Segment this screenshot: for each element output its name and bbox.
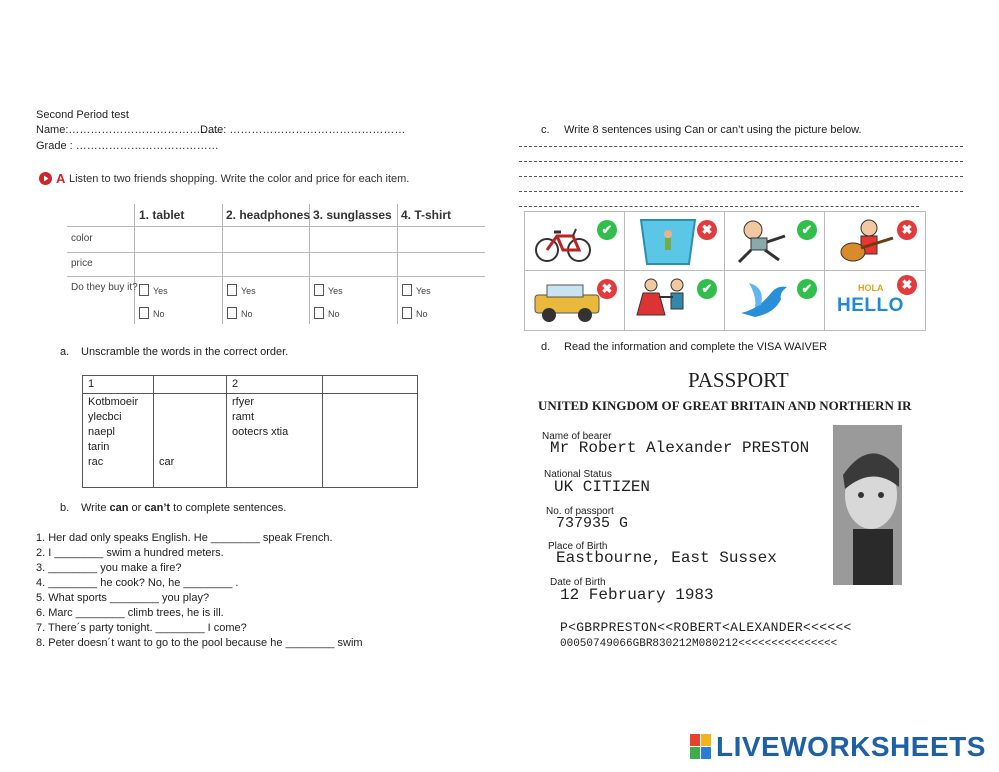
listening-table xyxy=(67,204,485,324)
bird-icon xyxy=(735,279,797,323)
tick-icon: ✔ xyxy=(797,279,817,299)
picture-dancing xyxy=(625,271,725,330)
picture-bicycle xyxy=(525,212,625,271)
tablet-yes-checkbox[interactable] xyxy=(139,284,149,296)
name-label: Name of bearer xyxy=(542,431,612,442)
mrz-line-2: 00050749066GBR830212M080212<<<<<<<<<<<<<<< xyxy=(560,638,838,650)
passport-number-value: 737935 G xyxy=(556,515,629,532)
bicycle-icon xyxy=(533,224,593,264)
yes-label: Yes xyxy=(416,286,431,296)
sentence-6[interactable]: 6. Marc ________ climb trees, he is ill. xyxy=(36,607,224,619)
cross-icon: ✖ xyxy=(897,275,917,295)
section-c-instruction: Write 8 sentences using Can or can’t using the picture below. xyxy=(564,124,862,136)
row-color: color xyxy=(71,233,93,244)
headphones-yes-checkbox[interactable] xyxy=(227,284,237,296)
no-label: No xyxy=(153,309,165,319)
passport-country: UNITED KINGDOM OF GREAT BRITAIN AND NORTHERN IR xyxy=(538,398,912,413)
passport-photo xyxy=(833,425,902,585)
sentence-1[interactable]: 1. Her dad only speaks English. He ________ speak French. xyxy=(36,532,333,544)
picture-car xyxy=(525,271,625,330)
picture-bird xyxy=(725,271,825,330)
writing-line-4[interactable] xyxy=(519,191,963,193)
sentence-list xyxy=(36,531,363,651)
scrambled-word: ylecbci xyxy=(88,411,122,423)
row-buy: Do they buy it? xyxy=(71,282,138,293)
scrambled-word: rac xyxy=(88,456,104,468)
picture-running-man xyxy=(725,212,825,271)
status-value: UK CITIZEN xyxy=(554,478,651,496)
unscramble-table xyxy=(82,375,418,488)
writing-line-5[interactable] xyxy=(519,206,919,208)
sentence-5[interactable]: 5. What sports ________ you play? xyxy=(36,592,210,604)
sentence-2[interactable]: 2. I ________ swim a hundred meters. xyxy=(36,547,224,559)
section-letter: A xyxy=(56,171,66,186)
no-label: No xyxy=(416,309,428,319)
column-headphones: 2. headphones xyxy=(226,208,311,222)
grade-field[interactable]: Grade : ………………………………… xyxy=(36,140,219,152)
birthplace-value: Eastbourne, East Sussex xyxy=(556,549,777,567)
tshirt-yes-checkbox[interactable] xyxy=(402,284,412,296)
birthplace-label: Place of Birth xyxy=(548,541,608,552)
head-1: 1 xyxy=(83,376,154,394)
cross-icon: ✖ xyxy=(597,279,617,299)
picture-hello xyxy=(825,271,925,330)
name-field[interactable]: Name:…………………………………… xyxy=(36,124,223,136)
tablet-no-checkbox[interactable] xyxy=(139,307,149,319)
cross-icon: ✖ xyxy=(697,220,717,240)
hola-text: HOLA xyxy=(858,283,884,293)
date-field[interactable]: Date: ………………………………………… xyxy=(200,124,406,136)
cross-icon: ✖ xyxy=(897,220,917,240)
column-tshirt: 4. T-shirt xyxy=(401,208,452,222)
sunglasses-yes-checkbox[interactable] xyxy=(314,284,324,296)
tshirt-no-checkbox[interactable] xyxy=(402,307,412,319)
brand-text: LIVEWORKSHEETS xyxy=(716,731,986,762)
dob-label: Date of Birth xyxy=(550,577,606,588)
picture-guitar xyxy=(825,212,925,271)
test-title: Second Period test xyxy=(36,109,129,121)
listening-instruction: Listen to two friends shopping. Write the color and price for each item. xyxy=(69,173,410,185)
no-label: No xyxy=(328,309,340,319)
scrambled-word: tarin xyxy=(88,441,110,453)
guitar-icon xyxy=(829,216,899,268)
no-label: No xyxy=(241,309,253,319)
status-label: National Status xyxy=(544,469,612,480)
section-d-instruction: Read the information and complete the VISA WAIVER xyxy=(564,341,828,353)
column-sunglasses: 3. sunglasses xyxy=(313,208,392,222)
sentence-4[interactable]: 4. ________ he cook? No, he ________ . xyxy=(36,577,239,589)
scrambled-list-1 xyxy=(83,394,154,488)
section-a-instruction: Unscramble the words in the correct order. xyxy=(81,346,289,358)
scrambled-word: ramt xyxy=(232,411,254,423)
headphones-no-checkbox[interactable] xyxy=(227,307,237,319)
hello-icon: HELLO xyxy=(837,295,904,316)
writing-line-1[interactable] xyxy=(519,146,963,148)
pool-icon xyxy=(631,214,705,268)
play-audio-icon[interactable] xyxy=(39,172,52,185)
liveworksheets-logo-icon xyxy=(690,734,712,760)
scrambled-word: ootecrs xtia xyxy=(232,426,289,438)
yes-label: Yes xyxy=(328,286,343,296)
passport-image xyxy=(530,365,912,663)
yes-label: Yes xyxy=(153,286,168,296)
tick-icon: ✔ xyxy=(697,279,717,299)
section-b-instruction: Write can or can’t to complete sentences. xyxy=(81,502,287,514)
writing-line-3[interactable] xyxy=(519,176,963,178)
section-d-label: d. xyxy=(541,341,551,353)
yes-label: Yes xyxy=(241,286,256,296)
tick-icon: ✔ xyxy=(597,220,617,240)
picture-pool xyxy=(625,212,725,271)
scrambled-list-2 xyxy=(227,394,323,488)
section-b-label: b. xyxy=(60,502,70,514)
sentence-7[interactable]: 7. There´s party tonight. ________ I come? xyxy=(36,622,247,634)
mrz-line-1: P<GBRPRESTON<<ROBERT<ALEXANDER<<<<<< xyxy=(560,620,852,635)
sunglasses-no-checkbox[interactable] xyxy=(314,307,324,319)
section-c-label: c. xyxy=(541,124,550,136)
answer-column-1[interactable] xyxy=(154,394,227,488)
row-price: price xyxy=(71,258,93,269)
sentence-3[interactable]: 3. ________ you make a fire? xyxy=(36,562,182,574)
writing-line-2[interactable] xyxy=(519,161,963,163)
head-2: 2 xyxy=(227,376,323,394)
column-tablet: 1. tablet xyxy=(139,208,185,222)
scrambled-word: rfyer xyxy=(232,396,254,408)
scrambled-word: naepl xyxy=(88,426,115,438)
tick-icon: ✔ xyxy=(797,220,817,240)
name-value: Mr Robert Alexander PRESTON xyxy=(550,439,810,457)
scrambled-word: Kotbmoeir xyxy=(88,396,139,408)
dob-value: 12 February 1983 xyxy=(560,586,714,604)
sentence-8[interactable]: 8. Peter doesn´t want to go to the pool because he ________ swim xyxy=(36,637,363,649)
passport-number-label: No. of passport xyxy=(546,506,614,517)
section-a-label: a. xyxy=(60,346,70,358)
dancing-couple-icon xyxy=(629,275,699,327)
picture-grid xyxy=(524,211,926,331)
answer-column-2[interactable] xyxy=(323,394,418,488)
passport-title: PASSPORT xyxy=(688,368,789,392)
car-icon xyxy=(529,279,605,325)
answer-car[interactable]: car xyxy=(159,456,175,468)
running-man-icon xyxy=(729,216,799,266)
